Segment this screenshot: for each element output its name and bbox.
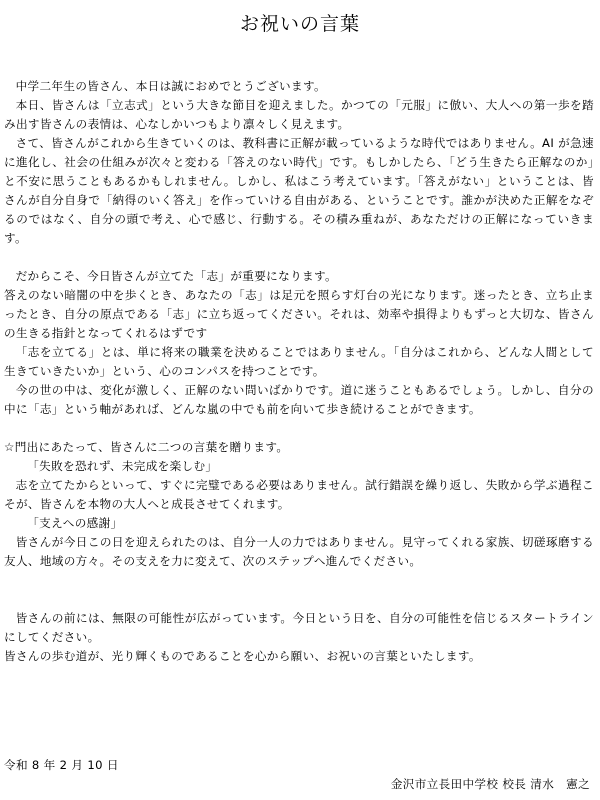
paragraph-word-two: 皆さんが今日この日を迎えられたのは、自分一人の力ではありません。見守ってくれる家族、切磋琢磨する友人、地域の方々。その支えを力に変えて、次のステップへ進んでください。 [4,535,594,568]
heading-word-one: 「失敗を恐れず、未完成を楽しむ」 [27,459,218,473]
document-body [4,77,594,666]
spacer [4,571,594,609]
paragraph-two-words: ☆門出にあたって、皆さんに二つの言葉を贈ります。 [4,440,289,454]
document-date: 令和 8 年 2 月 10 日 [4,758,119,772]
spacer [4,248,594,267]
paragraph-word-one: 志を立てたからといって、すぐに完璧である必要はありません。試行錯誤を繰り返し、失敗から学ぶ過程こそが、皆さんを本物の大人へと成長させてくれます。 [4,478,594,511]
paragraph-compass: 「志を立てる」とは、単に将来の職業を決めることではありません。「自分はこれから、どんな人間として生きていきたいか」という、心のコンパスを持つことです。 [4,345,594,378]
paragraph-possibility: 皆さんの前には、無限の可能性が広がっています。今日という日を、自分の可能性を信じるスタートラインにしてください。 [4,611,594,644]
paragraph-greeting: 中学二年生の皆さん、本日は誠におめでとうございます。 [15,79,326,93]
paragraph-lighthouse: 答えのない暗闇の中を歩くとき、あなたの「志」は足元を照らす灯台の光になります。迷ったとき、立ち止まったとき、自分の原点である「志」に立ち返ってください。それは、効率や損得よりもずっと大切な、皆さんの生きる指針となってくれるはずです [4,288,594,340]
document-signature: 金沢市立長田中学校 校長 清水 憲之 [390,777,590,791]
paragraph-storm: 今の世の中は、変化が激しく、正解のない問いばかりです。道に迷うこともあるでしょう。しかし、自分の中に「志」という軸があれば、どんな嵐の中でも前を向いて歩き続けることができます。 [4,383,594,416]
paragraph-aspiration-intro: だからこそ、今日皆さんが立てた「志」が重要になります。 [15,269,337,283]
paragraph-ceremony: 本日、皆さんは「立志式」という大きな節目を迎えました。かつての「元服」に倣い、大人への第一歩を踏み出す皆さんの表情は、心なしかいつもより凛々しく見えます。 [4,98,594,131]
spacer [4,419,594,438]
heading-word-two: 「支えへの感謝」 [27,516,123,530]
paragraph-closing: 皆さんの歩む道が、光り輝くものであることを心から願い、お祝いの言葉といたします。 [4,649,481,663]
document-title: お祝いの言葉 [239,13,360,35]
paragraph-era: さて、皆さんがこれから生きていくのは、教科書に正解が載っているような時代ではありません。AI が急速に進化し、社会の仕組みが次々と変わる「答えのない時代」です。もしかしたら、「どう生きたら正解なのか」と不安に思うこともあるかもしれません。しかし、私はこう考えています。「答えがない」ということは、皆さんが自分自身で「納得のいく答え」を作っていける自由がある、ということです。誰かが決めた正解をなぞるのではなく、自分の頭で考え、心で感じ、行動する。その積み重ねが、あなただけの正解になっていきます。 [4,136,594,245]
